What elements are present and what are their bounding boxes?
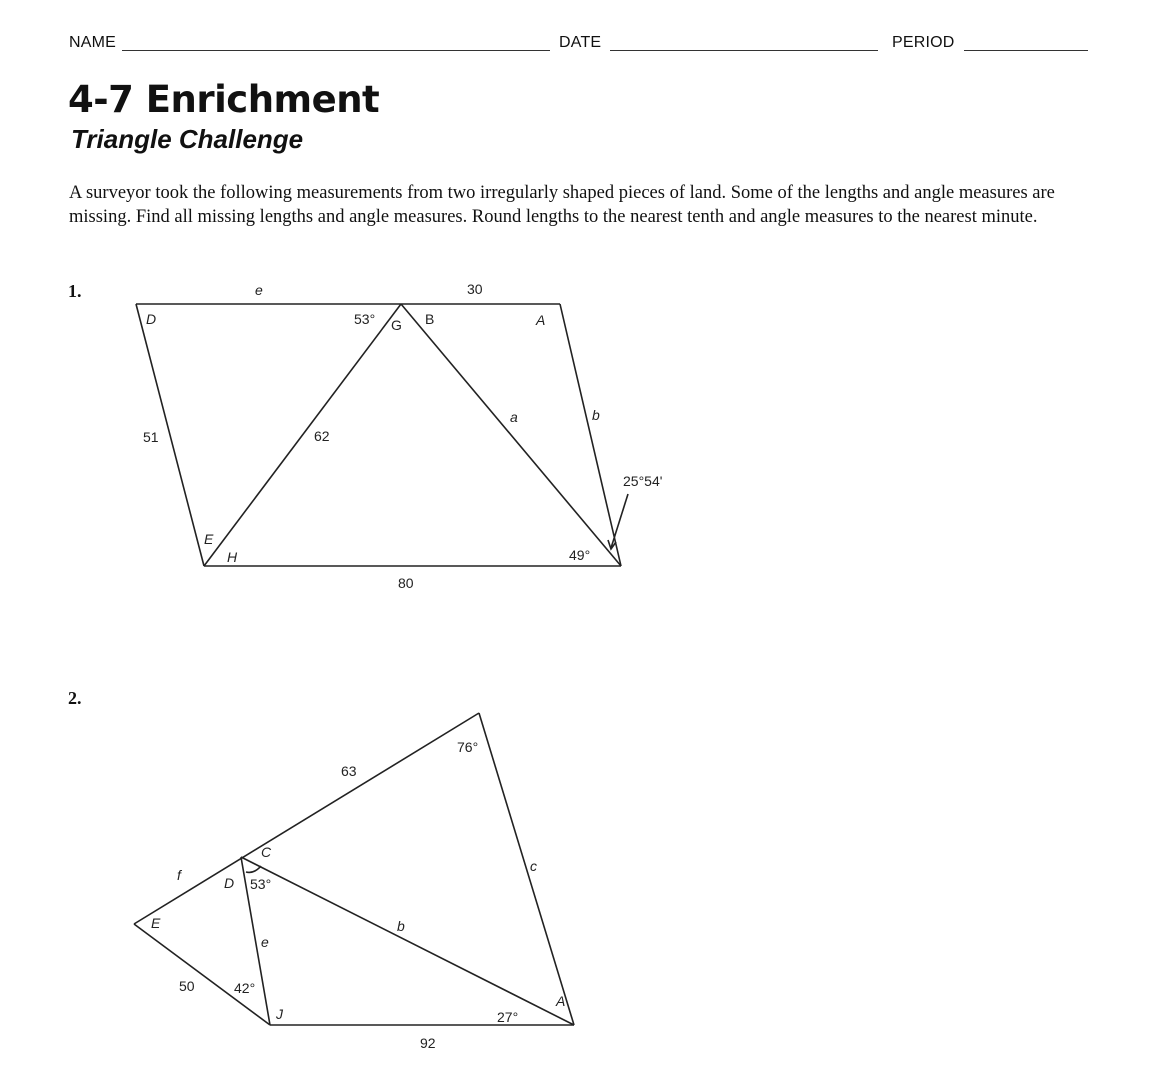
p2-label-c: c	[530, 858, 537, 874]
date-label: DATE	[559, 34, 602, 51]
p1-label-G: G	[391, 317, 402, 333]
p2-label-f: f	[177, 867, 181, 883]
p2-label-42: 42°	[234, 980, 256, 996]
p1-label-B: B	[425, 311, 435, 327]
p1-label-53: 53°	[354, 311, 376, 327]
p1-label-51: 51	[143, 429, 159, 445]
p2-angle-arc-c	[246, 866, 261, 872]
problem-2-number: 2.	[68, 688, 82, 708]
p2-segment-b	[241, 857, 574, 1025]
p2-label-76: 76°	[457, 739, 479, 755]
p2-label-E: E	[151, 915, 161, 931]
lesson-subtitle: Triangle Challenge	[71, 124, 304, 154]
p2-label-J: J	[276, 1006, 283, 1022]
p1-label-49: 49°	[569, 547, 591, 563]
p1-label-80: 80	[398, 575, 414, 591]
p1-label-25-54: 25°54'	[623, 473, 663, 489]
p1-label-H: H	[227, 549, 238, 565]
name-label: NAME	[69, 34, 117, 51]
p2-label-e: e	[261, 934, 269, 950]
p2-label-50: 50	[179, 978, 195, 994]
p1-label-D: D	[146, 311, 157, 327]
p2-label-b: b	[397, 918, 405, 934]
p2-label-63: 63	[341, 763, 357, 779]
p2-label-D: D	[224, 875, 235, 891]
p1-label-e: e	[255, 282, 263, 298]
p2-label-92: 92	[420, 1035, 436, 1051]
p2-label-27: 27°	[497, 1009, 519, 1025]
p1-label-b: b	[592, 407, 600, 423]
problem-1-number: 1.	[68, 281, 82, 301]
p2-side-50	[134, 924, 270, 1025]
p1-label-30: 30	[467, 281, 483, 297]
p1-label-E: E	[204, 531, 214, 547]
p1-label-A: A	[536, 312, 546, 328]
p2-side-63	[134, 713, 479, 924]
period-label: PERIOD	[892, 34, 955, 51]
p2-label-C: C	[261, 844, 272, 860]
p1-label-62: 62	[314, 428, 330, 444]
p2-label-A: A	[556, 993, 566, 1009]
instructions-text: A surveyor took the following measurements from two irregularly shaped pieces of land. Some of the lengths and angle measures are missing. Find all missing lengths and angle measures. Round lengths to the nearest tenth and angle measures to the nearest minute.	[69, 183, 1055, 227]
p2-side-c	[479, 713, 574, 1025]
lesson-title: 4-7 Enrichment	[68, 78, 380, 121]
p2-label-53: 53°	[250, 876, 272, 892]
p1-label-a: a	[510, 409, 518, 425]
